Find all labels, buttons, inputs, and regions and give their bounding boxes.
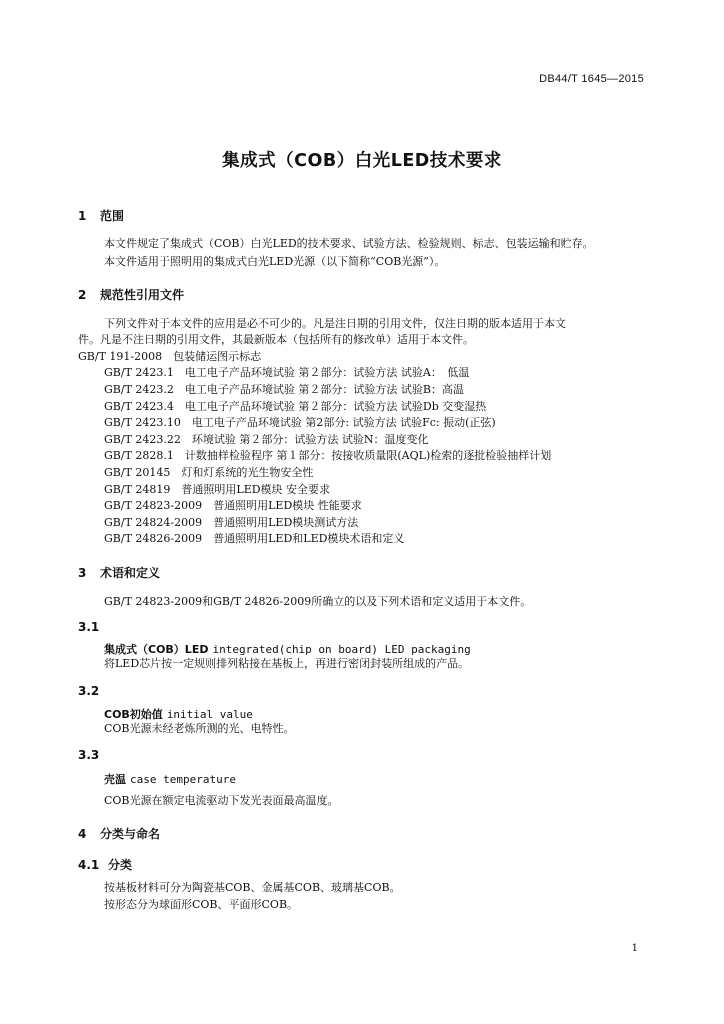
term-chinese: 壳温: [104, 773, 126, 786]
term-chinese: 集成式（COB）LED: [104, 643, 209, 656]
section-number: 3: [78, 566, 87, 580]
term-number: 3.2: [78, 684, 100, 698]
classification-paragraph-2: 按形态分为球面形COB、平面形COB。: [104, 898, 299, 911]
reference-item: GB/T 2423.2 电工电子产品环境试验 第２部分：试验方法 试验B：高温: [104, 383, 464, 396]
reference-item: GB/T 20145 灯和灯系统的光生物安全性: [104, 466, 314, 479]
standard-number: DB44/T 1645—2015: [539, 73, 644, 85]
term-definition: 将LED芯片按一定规则排列粘接在基板上，再进行密闭封装所组成的产品。: [104, 657, 470, 670]
scope-paragraph-1: 本文件规定了集成式（COB）白光LED的技术要求、试验方法、检验规则、标志、包装运输和贮存。: [104, 237, 594, 250]
section-number: 1: [78, 209, 87, 223]
section-title: 范围: [100, 209, 125, 223]
term-definition: COB光源在额定电流驱动下发光表面最高温度。: [104, 794, 339, 807]
refs-intro-line-2: 件。凡是不注日期的引用文件，其最新版本（包括所有的修改单）适用于本文件。: [78, 333, 474, 346]
term-english: case temperature: [130, 773, 236, 786]
section-2-heading: [78, 286, 184, 303]
section-title: 术语和定义: [100, 566, 161, 580]
classification-paragraph-1: 按基板材料可分为陶瓷基COB、金属基COB、玻璃基COB。: [104, 881, 401, 894]
reference-item: GB/T 24824-2009 普通照明用LED模块测试方法: [104, 516, 359, 529]
term-english: initial value: [166, 708, 253, 721]
section-number: 2: [78, 288, 87, 302]
reference-item: GB/T 2828.1 计数抽样检验程序 第１部分：按接收质量限(AQL)检索的逐批检验抽样计划: [104, 449, 552, 462]
document-title: 集成式（COB）白光LED技术要求: [222, 151, 502, 171]
term-number: 3.1: [78, 620, 100, 634]
term-english: integrated(chip on board) LED packaging: [212, 643, 471, 656]
reference-item: GB/T 24823-2009 普通照明用LED模块 性能要求: [104, 499, 362, 512]
reference-item: GB/T 2423.1 电工电子产品环境试验 第２部分：试验方法 试验A： 低温: [104, 366, 470, 379]
reference-item: GB/T 24826-2009 普通照明用LED和LED模块术语和定义: [104, 532, 405, 545]
section-4-heading: [78, 825, 160, 842]
term-heading: [104, 641, 471, 657]
reference-item: GB/T 191-2008 包装储运图示标志: [78, 350, 262, 363]
term-chinese: COB初始值: [104, 708, 163, 721]
section-1-heading: [78, 207, 124, 224]
section-title: 规范性引用文件: [100, 288, 185, 302]
subsection-4-1-heading: [78, 856, 132, 873]
refs-intro-line-1: 下列文件对于本文件的应用是必不可少的。凡是注日期的引用文件，仅注日期的版本适用于本文: [104, 317, 566, 330]
section-3-heading: [78, 564, 160, 581]
term-definition: COB光源未经老炼所测的光、电特性。: [104, 722, 295, 735]
page-number: 1: [631, 943, 638, 954]
term-heading: [104, 706, 253, 722]
subsection-number: 4.1: [78, 858, 100, 872]
subsection-title: 分类: [108, 858, 133, 872]
section-title: 分类与命名: [100, 827, 161, 841]
section-number: 4: [78, 827, 87, 841]
reference-item: GB/T 2423.4 电工电子产品环境试验 第２部分：试验方法 试验Db 交变湿热: [104, 400, 487, 413]
reference-item: GB/T 24819 普通照明用LED模块 安全要求: [104, 483, 331, 496]
terms-intro: GB/T 24823-2009和GB/T 24826-2009所确立的以及下列术语和定义适用于本文件。: [104, 595, 532, 608]
reference-item: GB/T 2423.22 环境试验 第２部分：试验方法 试验N：温度变化: [104, 433, 429, 446]
scope-paragraph-2: 本文件适用于照明用的集成式白光LED光源（以下简称“COB光源”）。: [104, 255, 446, 268]
reference-item: GB/T 2423.10 电工电子产品环境试验 第2部分: 试验方法 试验Fc: 振动(正弦): [104, 416, 496, 429]
term-number: 3.3: [78, 748, 100, 762]
term-heading: [104, 771, 236, 787]
